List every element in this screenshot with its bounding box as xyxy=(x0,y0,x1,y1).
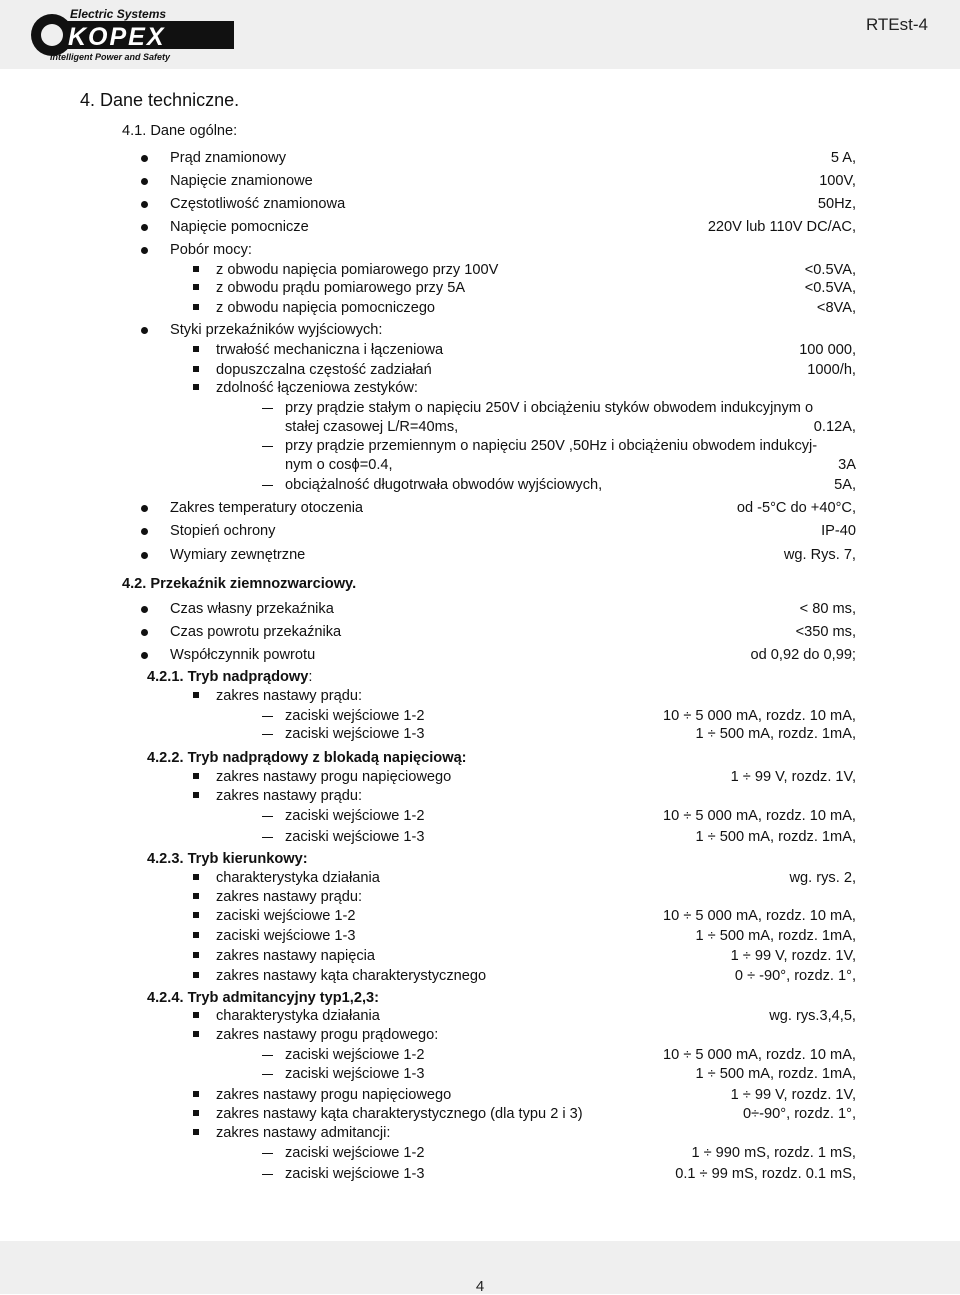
item-label: zakres nastawy napięcia xyxy=(216,948,375,964)
bullet-dash-icon xyxy=(262,1174,273,1175)
item-label xyxy=(285,455,393,475)
item-value: 1 ÷ 500 mA, rozdz. 1mA, xyxy=(695,1066,856,1082)
item-label: charakterystyka działania xyxy=(216,870,380,886)
item-value: 220V lub 110V DC/AC, xyxy=(707,219,856,235)
bullet-square-icon xyxy=(193,952,199,958)
item-label: stałej czasowej L/R=40ms, xyxy=(285,419,459,435)
bullet-square-icon xyxy=(193,692,199,698)
item-value: < 80 ms, xyxy=(799,601,856,617)
item-label: przy prądzie przemiennym o napięciu 250V ,50Hz i obciążeniu obwodem indukcyj- xyxy=(285,438,818,454)
bullet-square-icon xyxy=(193,874,199,880)
list-item xyxy=(0,599,960,619)
item-value: 10 ÷ 5 000 mA, rozdz. 10 mA, xyxy=(663,708,856,724)
item-value: 1 ÷ 99 V, rozdz. 1V, xyxy=(730,769,856,785)
bullet-square-icon xyxy=(193,792,199,798)
item-value: 1 ÷ 990 mS, rozdz. 1 mS, xyxy=(691,1145,856,1161)
list-item xyxy=(0,436,960,456)
item-value: 1 ÷ 99 V, rozdz. 1V, xyxy=(730,1087,856,1103)
subsection-heading-4-1: 4.1. Dane ogólne: xyxy=(122,123,238,139)
item-label: charakterystyka działania xyxy=(216,1008,380,1024)
bullet-dot-icon xyxy=(141,224,148,231)
list-item xyxy=(0,887,960,907)
item-label: z obwodu prądu pomiarowego przy 5A xyxy=(216,280,466,296)
item-value: 0.1 ÷ 99 mS, rozdz. 0.1 mS, xyxy=(675,1166,856,1182)
list-item xyxy=(0,724,960,744)
item-value: 1 ÷ 500 mA, rozdz. 1mA, xyxy=(695,928,856,944)
item-value: wg. rys. 2, xyxy=(789,870,856,886)
list-item xyxy=(0,398,960,418)
bullet-dash-icon xyxy=(262,837,273,838)
logo-tagline: Intelligent Power and Safety xyxy=(50,52,171,62)
mode-heading-row xyxy=(0,988,960,1008)
bullet-square-icon xyxy=(193,932,199,938)
item-label: trwałość mechaniczna i łączeniowa xyxy=(216,342,444,358)
list-item xyxy=(0,1025,960,1045)
item-label: zakres nastawy kąta charakterystycznego (dla typu 2 i 3) xyxy=(216,1106,583,1122)
list-item xyxy=(0,298,960,318)
item-label: Napięcie znamionowe xyxy=(170,173,313,189)
list-item xyxy=(0,1006,960,1026)
list-item xyxy=(0,260,960,280)
item-value: 1000/h, xyxy=(807,362,856,378)
list-item xyxy=(0,1123,960,1143)
item-label: zaciski wejściowe 1-2 xyxy=(285,1145,425,1161)
list-item xyxy=(0,868,960,888)
list-item xyxy=(0,645,960,665)
list-item xyxy=(0,706,960,726)
list-item xyxy=(0,475,960,495)
list-item xyxy=(0,521,960,541)
list-item-continuation xyxy=(0,417,960,437)
item-label: zakres nastawy prądu: xyxy=(216,889,363,905)
list-item xyxy=(0,827,960,847)
bullet-square-icon xyxy=(193,893,199,899)
list-item xyxy=(0,148,960,168)
logo-main-text: KOPEX xyxy=(68,23,166,51)
list-item xyxy=(0,498,960,518)
item-label: zaciski wejściowe 1-2 xyxy=(216,908,356,924)
item-value: 100V, xyxy=(819,173,856,189)
mode-heading xyxy=(147,988,379,1008)
item-value: 1 ÷ 500 mA, rozdz. 1mA, xyxy=(695,726,856,742)
bullet-dot-icon xyxy=(141,505,148,512)
bullet-dash-icon xyxy=(262,816,273,817)
list-item xyxy=(0,906,960,926)
list-item xyxy=(0,194,960,214)
item-value: 5 A, xyxy=(830,150,856,166)
item-value: 0 ÷ -90°, rozdz. 1°, xyxy=(734,968,856,984)
mode-heading xyxy=(147,849,308,869)
bullet-square-icon xyxy=(193,284,199,290)
item-label: zakres nastawy prądu: xyxy=(216,788,363,804)
list-item xyxy=(0,1085,960,1105)
item-label-part: =0.4, xyxy=(359,457,393,473)
list-item xyxy=(0,360,960,380)
item-label: zakres nastawy progu napięciowego xyxy=(216,1087,452,1103)
bullet-square-icon xyxy=(193,384,199,390)
item-value: 0÷-90°, rozdz. 1°, xyxy=(743,1106,856,1122)
bullet-dot-icon xyxy=(141,327,148,334)
bullet-square-icon xyxy=(193,1012,199,1018)
section-title-row xyxy=(0,90,960,110)
bullet-dot-icon xyxy=(141,247,148,254)
list-item-continuation xyxy=(0,455,960,475)
item-label: Napięcie pomocnicze xyxy=(170,219,309,235)
list-item xyxy=(0,378,960,398)
list-item xyxy=(0,767,960,787)
mode-heading-row xyxy=(0,667,960,687)
item-value: od -5°C do +40°C, xyxy=(736,500,856,516)
logo-top-text: Electric Systems xyxy=(70,7,167,21)
item-label: zaciski wejściowe 1-2 xyxy=(285,1047,425,1063)
bullet-dot-icon xyxy=(141,201,148,208)
item-value: IP-40 xyxy=(821,523,856,539)
item-value: od 0,92 do 0,99; xyxy=(750,647,856,663)
item-value: <0.5VA, xyxy=(804,280,856,296)
item-value: wg. Rys. 7, xyxy=(783,547,856,563)
item-label: Stopień ochrony xyxy=(170,523,276,539)
item-label: zaciski wejściowe 1-3 xyxy=(285,829,425,845)
item-label: zaciski wejściowe 1-3 xyxy=(285,726,425,742)
item-label: przy prądzie stałym o napięciu 250V i obciążeniu styków obwodem indukcyjnym o xyxy=(285,400,814,416)
bullet-dash-icon xyxy=(262,485,273,486)
mode-heading-row xyxy=(0,748,960,768)
item-label: Czas własny przekaźnika xyxy=(170,601,334,617)
item-label: zakres nastawy progu napięciowego xyxy=(216,769,452,785)
mode-heading-row xyxy=(0,849,960,869)
item-label: dopuszczalna częstość zadziałań xyxy=(216,362,432,378)
item-label: Częstotliwość znamionowa xyxy=(170,196,346,212)
bullet-square-icon xyxy=(193,266,199,272)
item-label: zakres nastawy progu prądowego: xyxy=(216,1027,439,1043)
list-item xyxy=(0,278,960,298)
kopex-logo xyxy=(28,4,238,64)
list-item xyxy=(0,926,960,946)
item-value: <8VA, xyxy=(816,300,856,316)
list-item xyxy=(0,686,960,706)
list-item xyxy=(0,806,960,826)
list-item xyxy=(0,966,960,986)
item-label: zakres nastawy prądu: xyxy=(216,688,363,704)
mode-title: Tryb kierunkowy: xyxy=(187,851,308,867)
item-value: 1 ÷ 500 mA, rozdz. 1mA, xyxy=(695,829,856,845)
item-value: 10 ÷ 5 000 mA, rozdz. 10 mA, xyxy=(663,808,856,824)
item-label: zakres nastawy admitancji: xyxy=(216,1125,391,1141)
list-item xyxy=(0,320,960,340)
bullet-square-icon xyxy=(193,972,199,978)
item-label: zaciski wejściowe 1-3 xyxy=(216,928,356,944)
item-label: zaciski wejściowe 1-3 xyxy=(285,1166,425,1182)
item-label: Prąd znamionowy xyxy=(170,150,286,166)
item-label: Zakres temperatury otoczenia xyxy=(170,500,364,516)
list-item xyxy=(0,1143,960,1163)
page-header xyxy=(0,0,960,69)
subsection-heading-4-2: 4.2. Przekaźnik ziemnozwarciowy. xyxy=(122,576,357,592)
list-item xyxy=(0,946,960,966)
mode-number: 4.2.1. xyxy=(147,669,184,685)
mode-heading xyxy=(147,667,312,687)
bullet-dash-icon xyxy=(262,408,273,409)
list-item xyxy=(0,340,960,360)
bullet-dot-icon xyxy=(141,155,148,162)
item-label: z obwodu napięcia pomiarowego przy 100V xyxy=(216,262,499,278)
mode-title: Tryb nadprądowy z blokadą napięciową: xyxy=(187,750,467,766)
item-value: wg. rys.3,4,5, xyxy=(769,1008,856,1024)
list-item xyxy=(0,1064,960,1084)
bullet-square-icon xyxy=(193,304,199,310)
bullet-dash-icon xyxy=(262,716,273,717)
subsection-heading-row xyxy=(0,574,960,594)
bullet-dash-icon xyxy=(262,446,273,447)
item-label: obciążalność długotrwała obwodów wyjściowych, xyxy=(285,477,603,493)
bullet-square-icon xyxy=(193,346,199,352)
mode-number: 4.2.2. xyxy=(147,750,184,766)
list-item xyxy=(0,240,960,260)
subsection-heading-row xyxy=(0,121,960,141)
item-value: 100 000, xyxy=(799,342,856,358)
list-item xyxy=(0,1104,960,1124)
item-label: zaciski wejściowe 1-2 xyxy=(285,708,425,724)
phi-symbol: ϕ xyxy=(351,457,360,473)
section-title: 4. Dane techniczne. xyxy=(80,90,240,110)
item-value: 0.12A, xyxy=(813,419,856,435)
item-label: z obwodu napięcia pomocniczego xyxy=(216,300,436,316)
bullet-square-icon xyxy=(193,1091,199,1097)
item-value: 10 ÷ 5 000 mA, rozdz. 10 mA, xyxy=(663,908,856,924)
page-number: 4 xyxy=(475,1278,485,1295)
item-label: Styki przekaźników wyjściowych: xyxy=(170,322,383,338)
list-item xyxy=(0,171,960,191)
bullet-square-icon xyxy=(193,366,199,372)
bullet-dot-icon xyxy=(141,652,148,659)
mode-title: Tryb nadprądowy xyxy=(187,669,309,685)
bullet-dash-icon xyxy=(262,1153,273,1154)
item-label: zaciski wejściowe 1-2 xyxy=(285,808,425,824)
mode-title: Tryb admitancyjny typ1,2,3: xyxy=(187,990,379,1006)
item-label-part: nym o cos xyxy=(285,457,352,473)
item-value: 5A, xyxy=(834,477,856,493)
bullet-dot-icon xyxy=(141,178,148,185)
bullet-dash-icon xyxy=(262,734,273,735)
bullet-dot-icon xyxy=(141,528,148,535)
bullet-square-icon xyxy=(193,1110,199,1116)
item-label: zakres nastawy kąta charakterystycznego xyxy=(216,968,487,984)
mode-number: 4.2.3. xyxy=(147,851,184,867)
item-label: zaciski wejściowe 1-3 xyxy=(285,1066,425,1082)
bullet-dot-icon xyxy=(141,552,148,559)
bullet-dash-icon xyxy=(262,1074,273,1075)
bullet-square-icon xyxy=(193,1031,199,1037)
item-value: <0.5VA, xyxy=(804,262,856,278)
item-value: 3A xyxy=(838,457,856,473)
item-value: 1 ÷ 99 V, rozdz. 1V, xyxy=(730,948,856,964)
item-label: Pobór mocy: xyxy=(170,242,252,258)
item-value: 10 ÷ 5 000 mA, rozdz. 10 mA, xyxy=(663,1047,856,1063)
item-value: <350 ms, xyxy=(795,624,856,640)
list-item xyxy=(0,622,960,642)
mode-number: 4.2.4. xyxy=(147,990,184,1006)
item-label: zdolność łączeniowa zestyków: xyxy=(216,380,418,396)
list-item xyxy=(0,1164,960,1184)
list-item xyxy=(0,217,960,237)
item-label: Wymiary zewnętrzne xyxy=(170,547,306,563)
bullet-square-icon xyxy=(193,773,199,779)
item-label: Czas powrotu przekaźnika xyxy=(170,624,342,640)
bullet-dash-icon xyxy=(262,1055,273,1056)
list-item xyxy=(0,1045,960,1065)
bullet-dot-icon xyxy=(141,629,148,636)
item-label: Współczynnik powrotu xyxy=(170,647,316,663)
bullet-square-icon xyxy=(193,1129,199,1135)
list-item xyxy=(0,786,960,806)
item-value: 50Hz, xyxy=(817,196,856,212)
document-code: RTEst-4 xyxy=(865,15,928,34)
bullet-dot-icon xyxy=(141,606,148,613)
bullet-square-icon xyxy=(193,912,199,918)
list-item xyxy=(0,545,960,565)
mode-title-suffix: : xyxy=(308,669,313,685)
mode-heading xyxy=(147,748,467,768)
